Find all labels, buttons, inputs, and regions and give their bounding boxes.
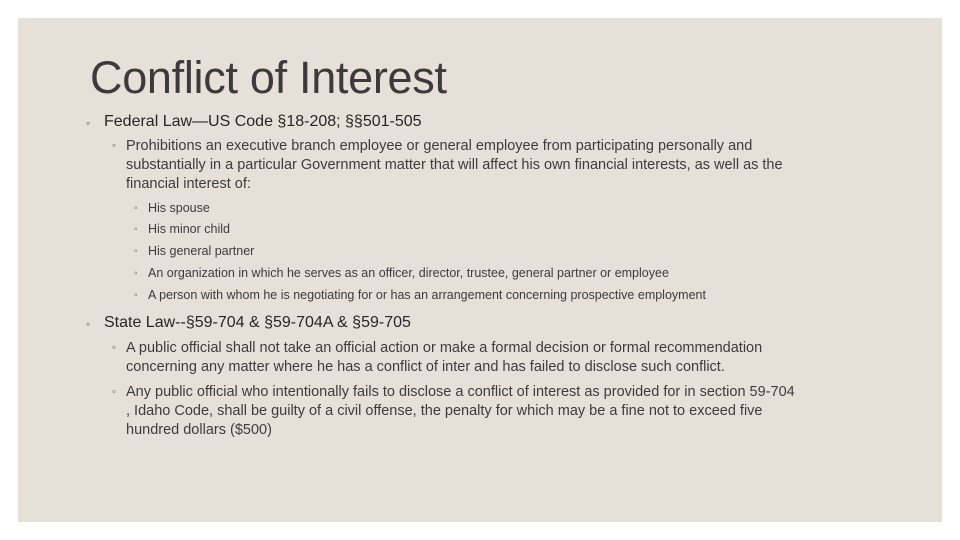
state-point-2-line-1: Any public official who intentionally fails to disclose a conflict of interest as provided for in section 59-704 [126, 384, 795, 400]
state-point-1-line-1: A public official shall not take an official action or make a formal decision or formal recommendation [126, 340, 763, 356]
federal-prohibition-line-2: substantially in a particular Government matter that will affect his own financial interests, as well as the [126, 157, 783, 173]
slide-title: Conflict of Interest [90, 52, 447, 103]
state-point-1 [112, 339, 762, 377]
bullet-marker-icon: ◦ [112, 386, 116, 398]
federal-prohibition-line-3: financial interest of: [126, 176, 251, 192]
federal-item: ◦ His general partner [134, 244, 255, 258]
bullet-marker-icon: ◦ [86, 116, 91, 130]
bullet-marker-icon: ◦ [134, 246, 138, 257]
state-point-2 [112, 383, 795, 440]
federal-item: ◦ A person with whom he is negotiating for or has an arrangement concerning prospective employment [134, 288, 706, 302]
state-point-1-line-2: concerning any matter where he has a conflict of inter and has failed to disclose such conflict. [126, 359, 725, 375]
federal-item: ◦ His spouse [134, 201, 210, 215]
bullet-marker-icon: ◦ [112, 140, 116, 152]
state-point-2-line-3: hundred dollars ($500) [126, 422, 272, 438]
bullet-marker-icon: ◦ [134, 224, 138, 235]
slide [18, 18, 942, 522]
federal-item: ◦ His minor child [134, 222, 230, 236]
federal-prohibition-line-1: Prohibitions an executive branch employee or general employee from participating personally and [126, 138, 753, 154]
federal-item: ◦ An organization in which he serves as an officer, director, trustee, general partner or employee [134, 266, 669, 280]
federal-law-heading: ◦ Federal Law—US Code §18-208; §§501-505 [86, 113, 422, 130]
bullet-marker-icon: ◦ [112, 342, 116, 354]
state-law-heading: ◦ State Law--§59-704 & §59-704A & §59-705 [86, 314, 411, 331]
bullet-marker-icon: ◦ [86, 317, 91, 331]
bullet-marker-icon: ◦ [134, 203, 138, 214]
state-point-2-line-2: , Idaho Code, shall be guilty of a civil offense, the penalty for which may be a fine not to exceed five [126, 403, 763, 419]
federal-prohibition [112, 137, 783, 194]
bullet-marker-icon: ◦ [134, 290, 138, 301]
bullet-marker-icon: ◦ [134, 268, 138, 279]
